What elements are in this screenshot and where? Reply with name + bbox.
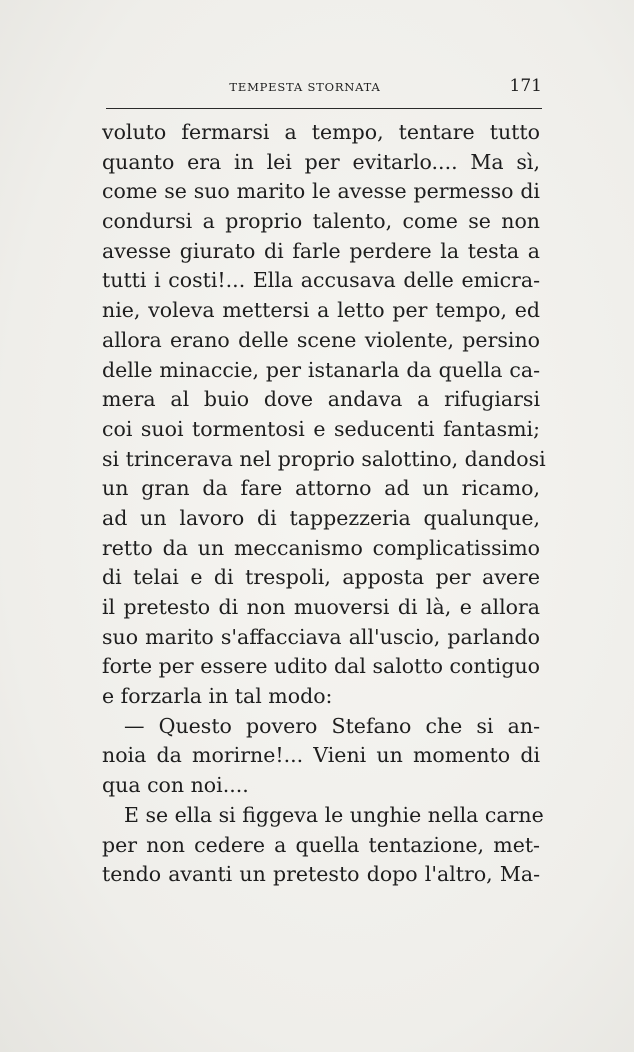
text-line: un gran da fare attorno ad un ricamo,: [102, 476, 540, 501]
body-text: [102, 118, 546, 890]
text-line: qua con noi....: [102, 773, 249, 798]
text-line: mera al buio dove andava a rifugiarsi: [102, 387, 540, 412]
text-line: quanto era in lei per evitarlo.... Ma sì,: [102, 149, 540, 174]
page-number: 171: [509, 76, 542, 96]
text-line: avesse giurato di farle perdere la testa a: [102, 238, 540, 263]
text-line: il pretesto di non muoversi di là, e allora: [102, 595, 540, 619]
text-line: tendo avanti un pretesto dopo l'altro, Ma-: [102, 862, 540, 887]
text-line: voluto fermarsi a tempo, tentare tutto: [102, 120, 540, 144]
text-line: e forzarla in tal modo:: [102, 684, 333, 709]
text-line: allora erano delle scene violente, persino: [102, 327, 540, 352]
text-line: coi suoi tormentosi e seducenti fantasmi;: [102, 416, 540, 441]
text-line: E se ella si figgeva le unghie nella carne: [124, 802, 544, 827]
text-line: ad un lavoro di tappezzeria qualunque,: [102, 505, 540, 530]
text-line: — Questo povero Stefano che si an-: [124, 713, 540, 738]
text-line: retto da un meccanismo complicatissimo: [102, 535, 540, 560]
text-line: noia da morirne!... Vieni un momento di: [102, 743, 540, 768]
text-line: di telai e di trespoli, apposta per avere: [102, 565, 540, 590]
text-line: si trincerava nel proprio salottino, dandosi: [102, 446, 546, 471]
running-title: TEMPESTA STORNATA: [229, 80, 381, 94]
text-line: tutti i costi!... Ella accusava delle emicra-: [102, 268, 540, 293]
text-line: per non cedere a quella tentazione, met-: [102, 832, 540, 857]
running-header: [100, 74, 542, 102]
text-line: forte per essere udito dal salotto contiguo: [102, 654, 540, 679]
text-line: suo marito s'affacciava all'uscio, parlando: [102, 624, 540, 649]
text-line: come se suo marito le avesse permesso di: [102, 179, 540, 204]
text-line: condursi a proprio talento, come se non: [102, 209, 540, 234]
header-rule: [106, 108, 542, 109]
text-line: delle minaccie, per istanarla da quella ca-: [102, 357, 540, 382]
text-line: nie, voleva mettersi a letto per tempo, ed: [102, 298, 540, 323]
